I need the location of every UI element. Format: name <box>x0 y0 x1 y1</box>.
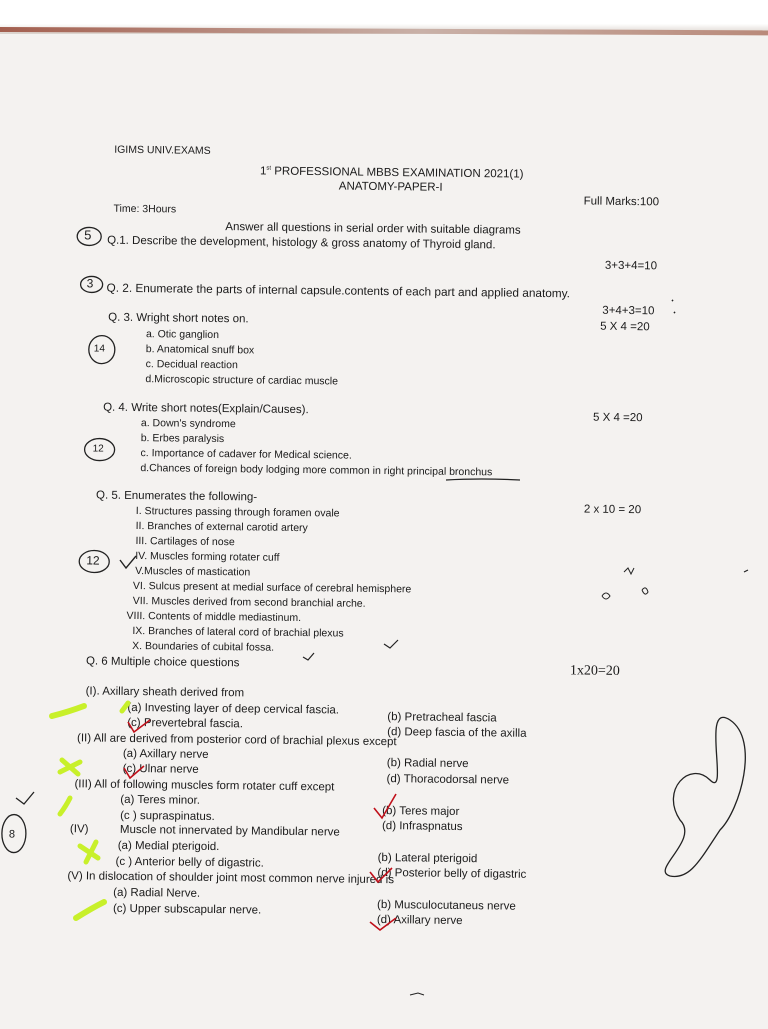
question-2: Q. 2. Enumerate the parts of internal capsule.contents of each part and applied anatomy. <box>106 280 571 301</box>
question-3-item: d.Microscopic structure of cardiac muscle <box>145 373 339 388</box>
tick-mark <box>303 653 314 660</box>
question-5-item: IV. Muscles forming rotater cuff <box>135 550 280 564</box>
red-tick-mark <box>124 766 144 778</box>
mcq-option: (c) Upper subscapular nerve. <box>112 902 262 917</box>
mcq-option: (c) Prevertebral fascia. <box>127 716 244 731</box>
highlight-mark <box>60 760 80 774</box>
mcq-option: (b) Lateral pterigoid <box>377 851 478 866</box>
red-tick-mark <box>370 918 396 930</box>
question-1-marks: 3+3+4=10 <box>604 259 658 273</box>
question-5-item: VII. Muscles derived from second branchial arche. <box>132 594 366 610</box>
score-q6: 8 <box>8 828 16 841</box>
question-5-item: IX. Branches of lateral cord of brachial plexus <box>132 624 344 640</box>
mcq-option: (c) Ulnar nerve <box>122 762 199 776</box>
instruction-line: Answer all questions in serial order with suitable diagrams <box>225 221 521 237</box>
mcq-option: (b) Teres major <box>382 805 460 818</box>
question-4-item: a. Down's syndrome <box>140 417 236 431</box>
exam-time: Time: 3Hours <box>113 202 177 216</box>
question-1: Q.1. Describe the development, histology & gross anatomy of Thyroid gland. <box>107 234 496 252</box>
highlight-mark <box>122 703 128 711</box>
question-3-item: b. Anatomical snuff box <box>145 343 255 357</box>
mcq-option: (a) Medial pterigoid. <box>117 839 220 854</box>
question-5-item: VI. Sulcus present at medial surface of cerebral hemisphere <box>132 579 412 596</box>
question-3: Q. 3. Wright short notes on. <box>108 311 249 326</box>
question-6-marks: 1x20=20 <box>569 663 620 679</box>
mcq-option: (c ) Anterior belly of digastric. <box>115 855 264 870</box>
scribble-mark <box>744 570 748 572</box>
scribble-mark <box>602 593 610 599</box>
mcq-number: (IV) <box>69 823 89 836</box>
mcq-option: (b) Pretracheal fascia <box>387 711 497 725</box>
question-2-marks: 3+4+3=10 <box>602 304 655 318</box>
question-5: Q. 5. Enumerates the following- <box>95 489 258 504</box>
red-tick-mark <box>374 794 396 818</box>
question-5-item: II. Branches of external carotid artery <box>135 520 308 535</box>
full-marks: Full Marks:100 <box>583 195 660 209</box>
question-5-item: I. Structures passing through foramen ovale <box>135 505 340 520</box>
scribble-mark <box>624 568 634 574</box>
exam-title: 1st PROFESSIONAL MBBS EXAMINATION 2021(1) <box>259 165 524 181</box>
mcq-option: (a) Axillary nerve <box>122 747 209 761</box>
question-6: Q. 6 Multiple choice questions <box>85 655 240 670</box>
question-4-marks: 5 X 4 =20 <box>592 411 643 425</box>
mcq-option: (c ) supraspinatus. <box>120 809 215 824</box>
mcq-option: (a) Investing layer of deep cervical fascia. <box>127 701 340 717</box>
scribble-mark <box>672 300 675 313</box>
mcq-stem: (I). Axillary sheath derived from <box>85 685 245 700</box>
question-4-item: b. Erbes paralysis <box>140 432 225 446</box>
red-tick-mark <box>370 868 392 882</box>
score-q4: 12 <box>92 443 104 455</box>
tick-mark <box>384 640 398 648</box>
paper-subtitle: ANATOMY-PAPER-I <box>338 180 443 194</box>
scribble-mark <box>665 717 745 876</box>
mcq-option: (a) Radial Nerve. <box>113 886 201 900</box>
question-4-item: c. Importance of cadaver for Medical science. <box>140 447 352 462</box>
red-tick-mark <box>128 720 150 732</box>
score-q2: 3 <box>86 276 94 291</box>
question-3-marks: 5 X 4 =20 <box>600 320 650 334</box>
scribble-mark <box>642 588 648 594</box>
question-5-item: VIII. Contents of middle mediastinum. <box>126 609 302 625</box>
question-5-item: V.Muscles of mastication <box>135 565 251 579</box>
mcq-stem: Muscle not innervated by Mandibular nerve <box>119 823 340 839</box>
question-5-item: X. Boundaries of cubital fossa. <box>132 639 275 654</box>
highlight-mark <box>80 842 98 862</box>
highlight-mark <box>76 902 104 918</box>
mcq-option: (a) Teres minor. <box>120 793 201 807</box>
question-5-marks: 2 x 10 = 20 <box>583 503 642 517</box>
question-5-item: III. Cartilages of nose <box>135 535 235 549</box>
tick-mark <box>16 792 34 804</box>
mcq-stem: (V) In dislocation of shoulder joint most common nerve injured is <box>67 870 395 887</box>
mcq-option: (d) Thoracodorsal nerve <box>386 773 510 787</box>
mcq-stem: (III) All of following muscles form rotater cuff except <box>74 778 335 794</box>
mcq-option: (b) Musculocutaneus nerve <box>376 898 516 913</box>
university-label: IGIMS UNIV.EXAMS <box>114 143 211 157</box>
question-3-item: c. Decidual reaction <box>145 358 238 372</box>
mcq-option: (d) Posterior belly of digastric <box>377 866 527 881</box>
question-3-item: a. Otic ganglion <box>145 328 220 342</box>
mcq-option: (d) Deep fascia of the axilla <box>387 726 527 740</box>
underline-mark <box>446 479 520 480</box>
tick-mark <box>120 556 136 568</box>
highlight-mark <box>60 798 70 814</box>
question-4: Q. 4. Write short notes(Explain/Causes). <box>103 401 309 417</box>
mcq-option: (b) Radial nerve <box>386 757 469 771</box>
mcq-option: (d) Infraspnatus <box>381 820 463 834</box>
mcq-stem: (II) All are derived from posterior cord of brachial plexus except <box>76 732 397 749</box>
question-4-item: d.Chances of foreign body lodging more common in right principal bronchus <box>140 462 493 479</box>
score-q3: 14 <box>93 343 106 355</box>
mcq-option: (d) Axillary nerve <box>376 913 463 928</box>
highlight-mark <box>52 706 84 716</box>
scribble-mark <box>410 993 424 995</box>
score-q5: 12 <box>86 553 100 568</box>
score-q1: 5 <box>84 227 92 243</box>
